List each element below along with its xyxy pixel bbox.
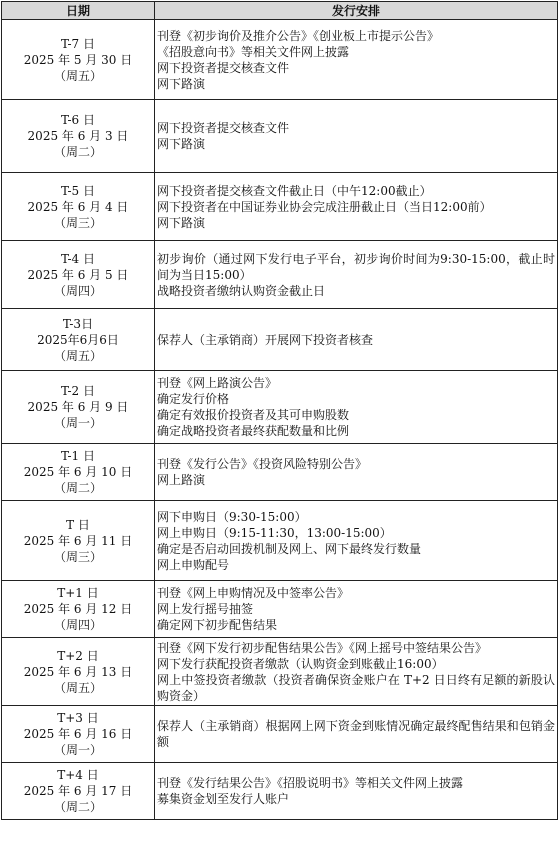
plan-line: 网下投资者在中国证券业协会完成注册截止日（当日12:00前） [157,199,492,214]
date-cell [2,100,155,173]
plan-line: 确定发行价格 [157,392,230,406]
date-cell [2,638,155,706]
date-label: 2025 年 6 月 12 日 [23,602,133,616]
plan-cell [155,706,558,763]
plan-cell [155,173,558,241]
table-row [2,241,558,309]
table-row [2,638,558,706]
plan-line: 网上路演 [157,473,206,487]
day-label: T-2 日 [61,384,95,398]
day-label: T+4 日 [57,768,99,782]
date-cell [2,501,155,581]
table-row [2,763,558,820]
weekday-label: （周四） [53,618,102,632]
table-row [2,20,558,100]
plan-line: 《招股意向书》等相关文件网上披露 [157,44,350,59]
date-label: 2025 年 6 月 13 日 [23,664,133,679]
weekday-label: （周三） [53,215,102,230]
header-date: 日期 [2,2,155,20]
table-row [2,371,558,444]
day-label: T+3 日 [57,711,99,725]
date-cell [2,581,155,638]
plan-line: 刊登《发行公告》《投资风险特别公告》 [157,457,368,471]
issuance-schedule-table [1,1,558,820]
day-label: T+2 日 [57,648,99,663]
weekday-label: （周一） [53,416,102,430]
date-label: 2025 年 6 月 3 日 [27,129,129,143]
plan-line: 刊登《初步询价及推介公告》《创业板上市提示公告》 [157,28,440,43]
date-cell [2,371,155,444]
table-row [2,173,558,241]
date-label: 2025 年 6 月 17 日 [23,784,133,798]
plan-line: 网下投资者提交核查文件截止日（中午12:00截止） [157,183,432,198]
table-row [2,309,558,371]
date-label: 2025 年 6 月 10 日 [23,465,133,479]
date-cell [2,309,155,371]
plan-line: 网下路演 [157,215,206,230]
plan-line: 初步询价（通过网下发行电子平台，初步询价时间为9:30-15:00，截止时间为当日15:00） [157,251,555,282]
plan-cell [155,501,558,581]
date-label: 2025 年 6 月 11 日 [23,533,133,548]
plan-line: 网上申购日（9:15-11:30，13:00-15:00） [157,525,392,540]
day-label: T-7 日 [61,36,95,51]
date-cell [2,173,155,241]
plan-line: 网下投资者提交核查文件 [157,121,290,135]
plan-line: 保荐人（主承销商）开展网下投资者核查 [157,332,374,347]
plan-cell [155,20,558,100]
header-plan: 发行安排 [155,2,558,20]
plan-line: 网下发行获配投资者缴款（认购资金到账截止16:00） [157,656,444,671]
table-header-row [2,2,558,20]
table-row [2,581,558,638]
day-label: T 日 [66,517,90,532]
date-cell [2,241,155,309]
plan-line: 刊登《网上路演公告》 [157,376,278,390]
plan-line: 网上中签投资者缴款（投资者确保资金账户在 T+2 日日终有足额的新股认购资金） [157,672,555,703]
day-label: T-6 日 [61,113,95,127]
plan-line: 确定战略投资者最终获配数量和比例 [157,424,350,438]
weekday-label: （周五） [53,348,102,363]
day-label: T+1 日 [57,586,99,600]
table-row [2,100,558,173]
date-label: 2025 年 6 月 5 日 [27,267,129,282]
date-label: 2025 年 6 月 9 日 [27,400,129,414]
day-label: T-3日 [62,316,94,331]
table-row [2,706,558,763]
plan-cell [155,309,558,371]
day-label: T-5 日 [61,183,95,198]
weekday-label: （周五） [53,680,102,695]
plan-cell [155,638,558,706]
plan-line: 网下投资者提交核查文件 [157,60,290,75]
date-label: 2025 年 6 月 16 日 [23,727,133,741]
plan-line: 网下路演 [157,137,206,151]
date-label: 2025 年 5 月 30 日 [23,52,133,67]
plan-line: 刊登《网下发行初步配售结果公告》《网上摇号中签结果公告》 [157,640,488,655]
weekday-label: （周四） [53,283,102,298]
weekday-label: （周三） [53,549,102,564]
plan-cell [155,371,558,444]
plan-line: 网上发行摇号抽签 [157,602,254,616]
plan-cell [155,100,558,173]
plan-cell [155,581,558,638]
table-row [2,501,558,581]
weekday-label: （周二） [53,481,102,495]
plan-line: 确定是否启动回拨机制及网上、网下最终发行数量 [157,541,422,556]
table-row [2,444,558,501]
day-label: T-1 日 [61,449,95,463]
day-label: T-4 日 [61,251,95,266]
plan-line: 确定网下初步配售结果 [157,618,278,632]
plan-line: 确定有效报价投资者及其可申购股数 [157,408,350,422]
plan-line: 刊登《发行结果公告》《招股说明书》等相关文件网上披露 [157,776,464,790]
date-cell [2,763,155,820]
date-cell [2,444,155,501]
plan-line: 网上申购配号 [157,557,230,572]
plan-line: 刊登《网上申购情况及中签率公告》 [157,586,350,600]
plan-line: 战略投资者缴纳认购资金截止日 [157,283,326,298]
weekday-label: （周二） [53,145,102,159]
plan-cell [155,763,558,820]
date-cell [2,20,155,100]
weekday-label: （周二） [53,800,102,814]
plan-cell [155,444,558,501]
plan-line: 募集资金划至发行人账户 [157,792,290,806]
plan-line: 保荐人（主承销商）根据网上网下资金到账情况确定最终配售结果和包销金额 [157,719,555,749]
date-label: 2025年6月6日 [37,332,119,347]
weekday-label: （周一） [53,743,102,757]
date-cell [2,706,155,763]
plan-line: 网下申购日（9:30-15:00） [157,509,307,524]
plan-cell [155,241,558,309]
weekday-label: （周五） [53,68,102,83]
plan-line: 网下路演 [157,76,206,91]
date-label: 2025 年 6 月 4 日 [27,199,129,214]
